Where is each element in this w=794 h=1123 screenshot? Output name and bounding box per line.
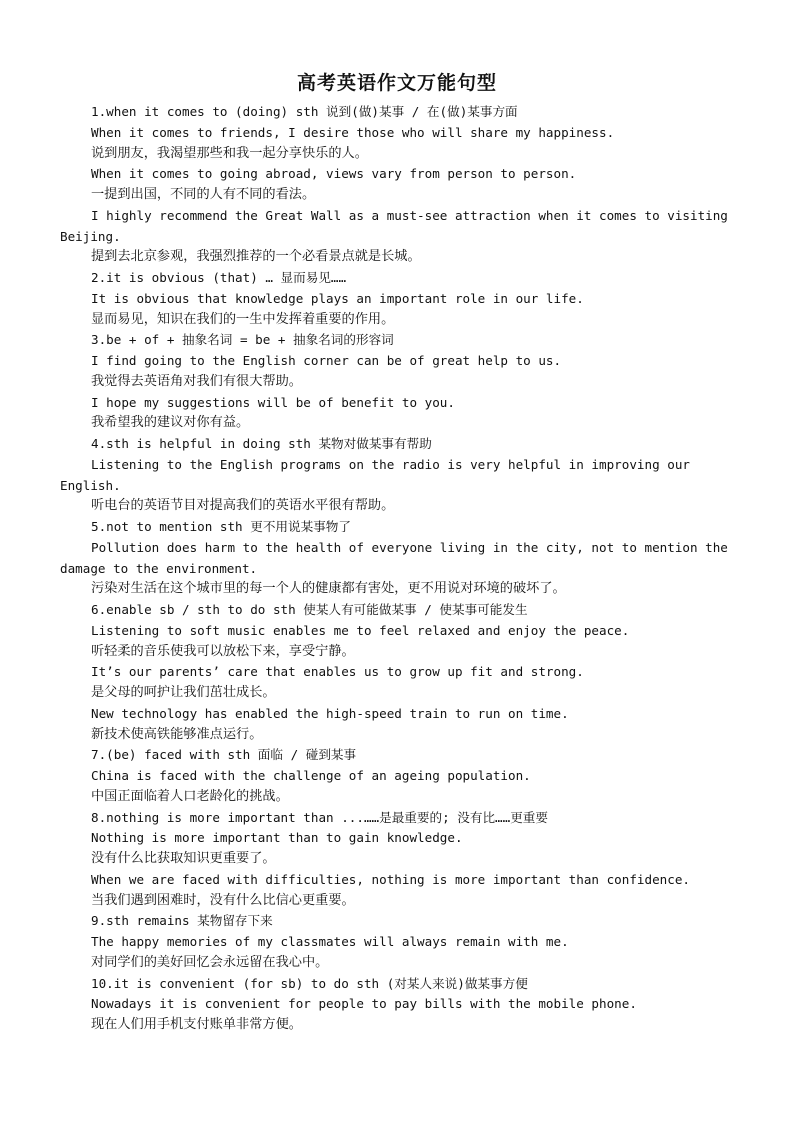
example-sentence-en: When we are faced with difficulties, nothing is more important than confidence. — [91, 871, 690, 887]
sentence-pattern-heading: 5.not to mention sth 更不用说某事物了 — [91, 519, 351, 534]
example-sentence-zh: 我觉得去英语角对我们有很大帮助。 — [91, 373, 302, 389]
sentence-pattern-heading: 9.sth remains 某物留存下来 — [91, 913, 273, 929]
example-sentence-zh: 听轻柔的音乐使我可以放松下来，享受宁静。 — [91, 643, 355, 659]
sentence-pattern-heading: 2.it is obvious (that) … 显而易见…… — [91, 270, 347, 285]
example-sentence-en: Pollution does harm to the health of everyone living in the city, not to mention the damage to the environment. — [60, 539, 728, 576]
document-body — [60, 102, 736, 1036]
example-sentence-zh: 当我们遇到困难时，没有什么比信心更重要。 — [91, 892, 355, 908]
example-sentence-en: I hope my suggestions will be of benefit to you. — [91, 394, 455, 410]
example-sentence-zh: 一提到出国，不同的人有不同的看法。 — [91, 187, 316, 202]
example-sentence-zh: 显而易见，知识在我们的一生中发挥着重要的作用。 — [91, 311, 395, 327]
example-sentence-en: Listening to the English programs on the radio is very helpful in improving our English. — [60, 456, 690, 493]
example-sentence-en: New technology has enabled the high-speed train to run on time. — [91, 705, 569, 721]
example-sentence-en: It is obvious that knowledge plays an important role in our life. — [91, 290, 584, 306]
sentence-pattern-heading: 10.it is convenient (for sb) to do sth (对某人来说)做某事方便 — [91, 975, 528, 991]
example-sentence-en: China is faced with the challenge of an ageing population. — [91, 768, 531, 783]
example-sentence-en: Nothing is more important than to gain knowledge. — [91, 830, 463, 846]
example-sentence-zh: 对同学们的美好回忆会永远留在我心中。 — [91, 954, 329, 970]
example-sentence-en: When it comes to going abroad, views vary from person to person. — [91, 166, 577, 182]
example-sentence-zh: 中国正面临着人口老龄化的挑战。 — [91, 788, 289, 804]
example-sentence-en: When it comes to friends, I desire those who will share my happiness. — [91, 124, 615, 140]
example-sentence-zh: 新技术使高铁能够准点运行。 — [91, 726, 263, 742]
example-sentence-en: Nowadays it is convenient for people to pay bills with the mobile phone. — [91, 996, 637, 1012]
example-sentence-zh: 我希望我的建议对你有益。 — [91, 415, 250, 431]
sentence-pattern-heading: 8.nothing is more important than ...……是最重要的; 没有比……更重要 — [91, 809, 548, 825]
example-sentence-zh: 没有什么比获取知识更重要了。 — [91, 851, 276, 866]
sentence-pattern-heading: 7.(be) faced with sth 面临 / 碰到某事 — [91, 747, 357, 763]
example-sentence-en: It’s our parents’ care that enables us to grow up fit and strong. — [91, 664, 584, 680]
sentence-pattern-heading: 4.sth is helpful in doing sth 某物对做某事有帮助 — [91, 436, 432, 451]
example-sentence-zh: 现在人们用手机支付账单非常方便。 — [91, 1017, 302, 1032]
sentence-pattern-heading: 3.be + of + 抽象名词 = be + 抽象名词的形容词 — [91, 332, 394, 348]
example-sentence-zh: 听电台的英语节目对提高我们的英语水平很有帮助。 — [91, 498, 395, 514]
example-sentence-en: The happy memories of my classmates will always remain with me. — [91, 934, 569, 949]
example-sentence-zh: 提到去北京参观，我强烈推荐的一个必看景点就是长城。 — [91, 249, 421, 265]
example-sentence-en: Listening to soft music enables me to feel relaxed and enjoy the peace. — [91, 622, 630, 638]
example-sentence-en: I find going to the English corner can be of great help to us. — [91, 353, 562, 368]
example-sentence-en: I highly recommend the Great Wall as a must-see attraction when it comes to visiting Beijing. — [60, 207, 728, 244]
example-sentence-zh: 污染对生活在这个城市里的每一个人的健康都有害处，更不用说对环境的破坏了。 — [91, 581, 566, 597]
sentence-pattern-heading: 6.enable sb / sth to do sth 使某人有可能做某事 / 使某事可能发生 — [91, 602, 528, 617]
example-sentence-zh: 说到朋友，我渴望那些和我一起分享快乐的人。 — [91, 145, 368, 161]
example-sentence-zh: 是父母的呵护让我们茁壮成长。 — [91, 685, 276, 700]
sentence-pattern-heading: 1.when it comes to (doing) sth 说到(做)某事 / 在(做)某事方面 — [91, 104, 518, 119]
document-title: 高考英语作文万能句型 — [296, 72, 497, 94]
